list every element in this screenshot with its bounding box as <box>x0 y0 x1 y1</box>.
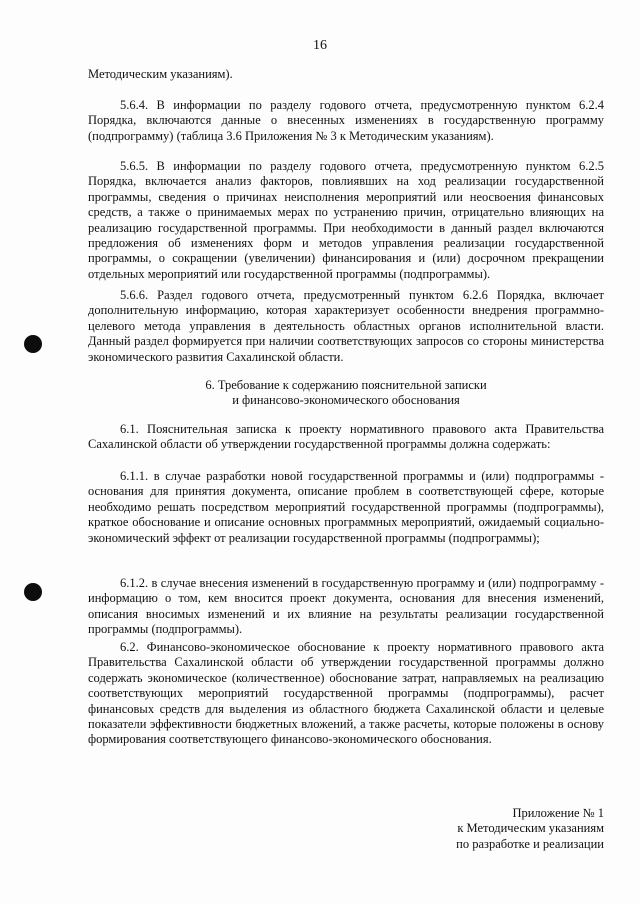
appendix-line-2: к Методическим указаниям <box>457 821 604 836</box>
section-heading <box>88 378 604 409</box>
paragraph-6-1-1: 6.1.1. в случае разработки новой государственной программы и (или) подпрограммы - основания для принятия документа, описание проблем в соответствующей сфере, которые необходимо решать посредством мероприятий государственной программы (подпрограммы), краткое обоснование и описание основных программных мероприятий, ожидаемый социально-экономический эффект от реализации государственной программы (подпрограммы); <box>88 469 604 545</box>
paragraph-5-6-5: 5.6.5. В информации по разделу годового отчета, предусмотренную пунктом 6.2.5 Порядка, включается анализ факторов, повлиявших на ход реализации государственной программы, сведения о причинах неисполнения мероприятий или неосвоения финансовых средств, а также о принимаемых мерах по устранению причин, отрицательно влияющих на реализацию государственной программы. При необходимости в данный раздел включаются предложения об изменениях форм и методов управления реализации государственной программы, о сокращении (увеличении) финансирования и (или) досрочном прекращении отдельных мероприятий или государственной программы (подпрограммы). <box>88 159 604 281</box>
paragraph-5-6-4: 5.6.4. В информации по разделу годового отчета, предусмотренную пунктом 6.2.4 Порядка, включаются данные о внесенных изменениях в государственную программу (подпрограмму) (таблица 3.6 Приложения № 3 к Методическим указаниям). <box>88 98 604 143</box>
paragraph-6-2: 6.2. Финансово-экономическое обоснование к проекту нормативного правового акта Правительства Сахалинской области об утверждении государственной программы должно содержать экономическое (количественное) обоснование затрат, направляемых на реализацию соответствующих мероприятий государственной программы (подпрограммы), расчет финансовых средств для выделения из областного бюджета Сахалинской области и целевые показатели эффективности бюджетных вложений, а также расчеты, которые положены в основу формирования соответствующего финансово-экономического обоснования. <box>88 640 604 747</box>
punch-hole-upper <box>24 335 42 353</box>
paragraph-5-6-6: 5.6.6. Раздел годового отчета, предусмотренный пунктом 6.2.6 Порядка, включает дополнительную информацию, которая характеризует особенности внедрения программно-целевого метода управления в деятельность областных органов исполнительной власти. Данный раздел формируется при наличии соответствующих запросов со стороны министерства экономического развития Сахалинской области. <box>88 288 604 364</box>
appendix-line-1: Приложение № 1 <box>512 806 604 820</box>
appendix-label <box>456 806 604 852</box>
paragraph-6-1: 6.1. Пояснительная записка к проекту нормативного правового акта Правительства Сахалинской области об утверждении государственной программы должна содержать: <box>88 422 604 452</box>
appendix-line-3: по разработке и реализации <box>456 836 604 851</box>
paragraph-6-1-2: 6.1.2. в случае внесения изменений в государственную программу и (или) подпрограмму - информацию о том, кем вносится проект документа, основания для внесения изменений, описания вносимых изменений и их влияние на результаты реализации государственной программы (подпрограммы). <box>88 576 604 637</box>
section-heading-line-1: 6. Требование к содержанию пояснительной записки <box>205 378 487 392</box>
punch-hole-lower <box>24 583 42 601</box>
section-heading-line-2: и финансово-экономического обоснования <box>232 393 460 408</box>
paragraph-continuation: Методическим указаниям). <box>88 67 233 81</box>
page-number: 16 <box>313 38 327 53</box>
